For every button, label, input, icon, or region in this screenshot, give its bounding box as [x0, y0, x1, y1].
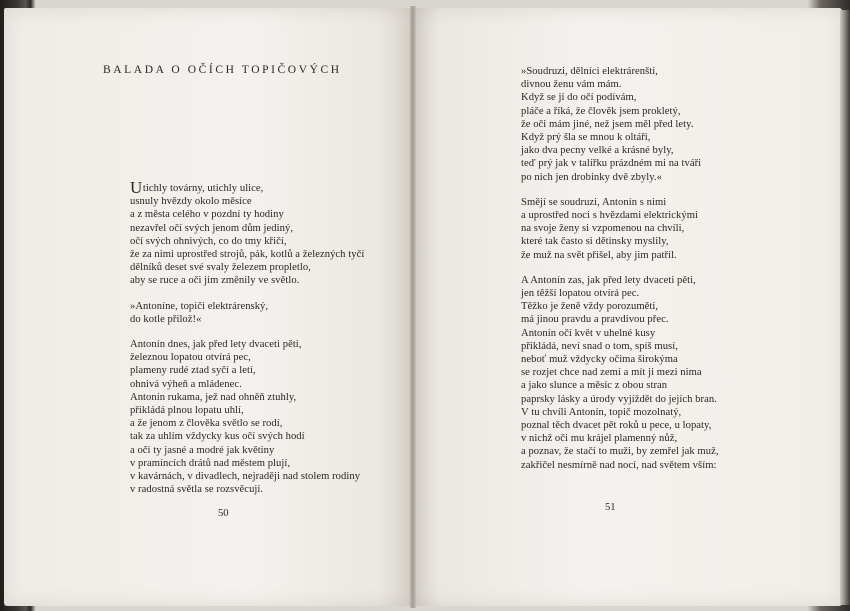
page-number-left: 50: [218, 508, 229, 519]
stanza: [130, 338, 364, 496]
poem-line: Když se jí do očí podívám,: [521, 92, 637, 104]
poem-title: BALADA O OČÍCH TOPIČOVÝCH: [103, 64, 342, 76]
poem-line: železnou lopatou otvírá pec,: [130, 352, 251, 364]
poem-line: Když prý šla se mnou k oltáři,: [521, 132, 651, 144]
poem-line: po nich jen drobinky dvě zbyly.«: [521, 171, 662, 183]
right-poem-text: [521, 65, 719, 484]
stanza: [521, 274, 719, 472]
poem-line: pláče a říká, že člověk jsem prokletý,: [521, 105, 681, 117]
poem-line: a z města celého v pozdní ty hodiny: [130, 209, 284, 221]
poem-line: že za nimi uprostřed strojů, pák, kotlů a železných tyčí: [130, 249, 365, 261]
stanza: [521, 196, 719, 262]
poem-line: zakřičel nesmírně nad nocí, nad světem vším:: [521, 459, 717, 471]
poem-line: Antonín rukama, jež nad ohněň ztuhly,: [130, 391, 297, 403]
poem-line: se rozjet chce nad zemí a mít ji mezi nima: [521, 367, 702, 379]
poem-line: ohnivá výheň a mládenec.: [130, 378, 242, 390]
poem-line: do kotle přilož!«: [130, 313, 202, 325]
poem-line: v kavárnách, v divadlech, nejraději nad stolem rodiny: [130, 471, 361, 483]
stanza: [130, 300, 364, 326]
poem-line: přikládá plnou lopatu uhlí,: [130, 405, 244, 417]
first-line-text: tichly továrny, utichly ulice,: [142, 183, 264, 194]
poem-line: [130, 178, 364, 197]
poem-line: Antonín očí květ v uhelné kusy: [521, 327, 656, 339]
stanza: [130, 178, 365, 288]
poem-line: aby se ruce a oči jim změnily ve světlo.: [130, 275, 300, 287]
stanza: [521, 65, 719, 184]
poem-line: Antonín dnes, jak před lety dvaceti pěti,: [130, 339, 302, 351]
poem-line: a oči ty jasné a modré jak květiny: [130, 444, 275, 456]
poem-line: poznal těch dvacet pět roků u pece, u lopaty,: [521, 420, 712, 432]
poem-line: nezavřel očí svých jenom dům jediný,: [130, 222, 294, 234]
left-poem-text: [130, 178, 365, 508]
poem-line: přikládá, neví snad o tom, spíš musí,: [521, 340, 678, 352]
poem-line: »Antoníne, topiči elektrárenský,: [130, 300, 269, 312]
poem-line: a jako slunce a měsíc z obou stran: [521, 380, 668, 392]
book-gutter: [410, 6, 416, 608]
poem-line: jako dva pecny velké a krásné byly,: [521, 145, 674, 157]
poem-line: tak za uhlím vždycky kus očí svých hodí: [130, 431, 305, 443]
poem-line: Smějí se soudruzi, Antonín s nimi: [521, 196, 667, 208]
poem-line: v radostná světla se rozsvěcují.: [130, 484, 264, 496]
poem-line: plameny rudé ztad syčí a letí,: [130, 365, 256, 377]
poem-line: na svoje ženy si vzpomenou na chvíli,: [521, 223, 685, 235]
poem-line: v pramíncích drátů nad městem plují,: [130, 457, 291, 469]
poem-line: paprsky lásky a úrody vyjíždět do jejích bran.: [521, 393, 717, 405]
poem-line: V tu chvíli Antonín, topič mozolnatý,: [521, 406, 682, 418]
poem-line: »Soudruzi, dělníci elektrárenští,: [521, 66, 658, 77]
page-number-right: 51: [605, 502, 616, 513]
poem-line: teď prý jak v talířku prázdném mi na tváři: [521, 158, 702, 170]
poem-line: A Antonín zas, jak před lety dvaceti pěti,: [521, 274, 696, 286]
poem-line: neboť muž vždycky očima širokýma: [521, 354, 678, 366]
poem-line: Těžko je ženě vždy porozumětí,: [521, 301, 659, 313]
poem-line: usnuly hvězdy okolo měsíce: [130, 196, 252, 208]
poem-line: že oči mám jiné, než jsem měl před lety.: [521, 118, 694, 130]
poem-line: očí svých ohnivých, co do tmy křičí,: [130, 235, 287, 247]
poem-line: a že jenom z člověka světlo se rodí,: [130, 418, 283, 430]
poem-line: divnou ženu vám mám.: [521, 79, 622, 91]
poem-line: a poznav, že stačí to muži, by zemřel jak muž,: [521, 446, 719, 458]
page-edges: [840, 10, 850, 605]
poem-line: a uprostřed noci s hvězdami elektrickými: [521, 210, 699, 222]
drop-cap: U: [130, 178, 143, 197]
poem-line: v nichž oči mu krájel plamenný nůž,: [521, 433, 678, 445]
poem-line: má jinou pravdu a pravdivou přec.: [521, 314, 669, 326]
poem-line: že muž na svět přišel, aby jim patřil.: [521, 249, 677, 261]
poem-line: dělníků deset své svaly železem propletlo,: [130, 262, 311, 274]
poem-line: jen těžší lopatou otvírá pec.: [521, 288, 640, 300]
poem-line: které tak často si dětinsky myslily,: [521, 236, 669, 248]
